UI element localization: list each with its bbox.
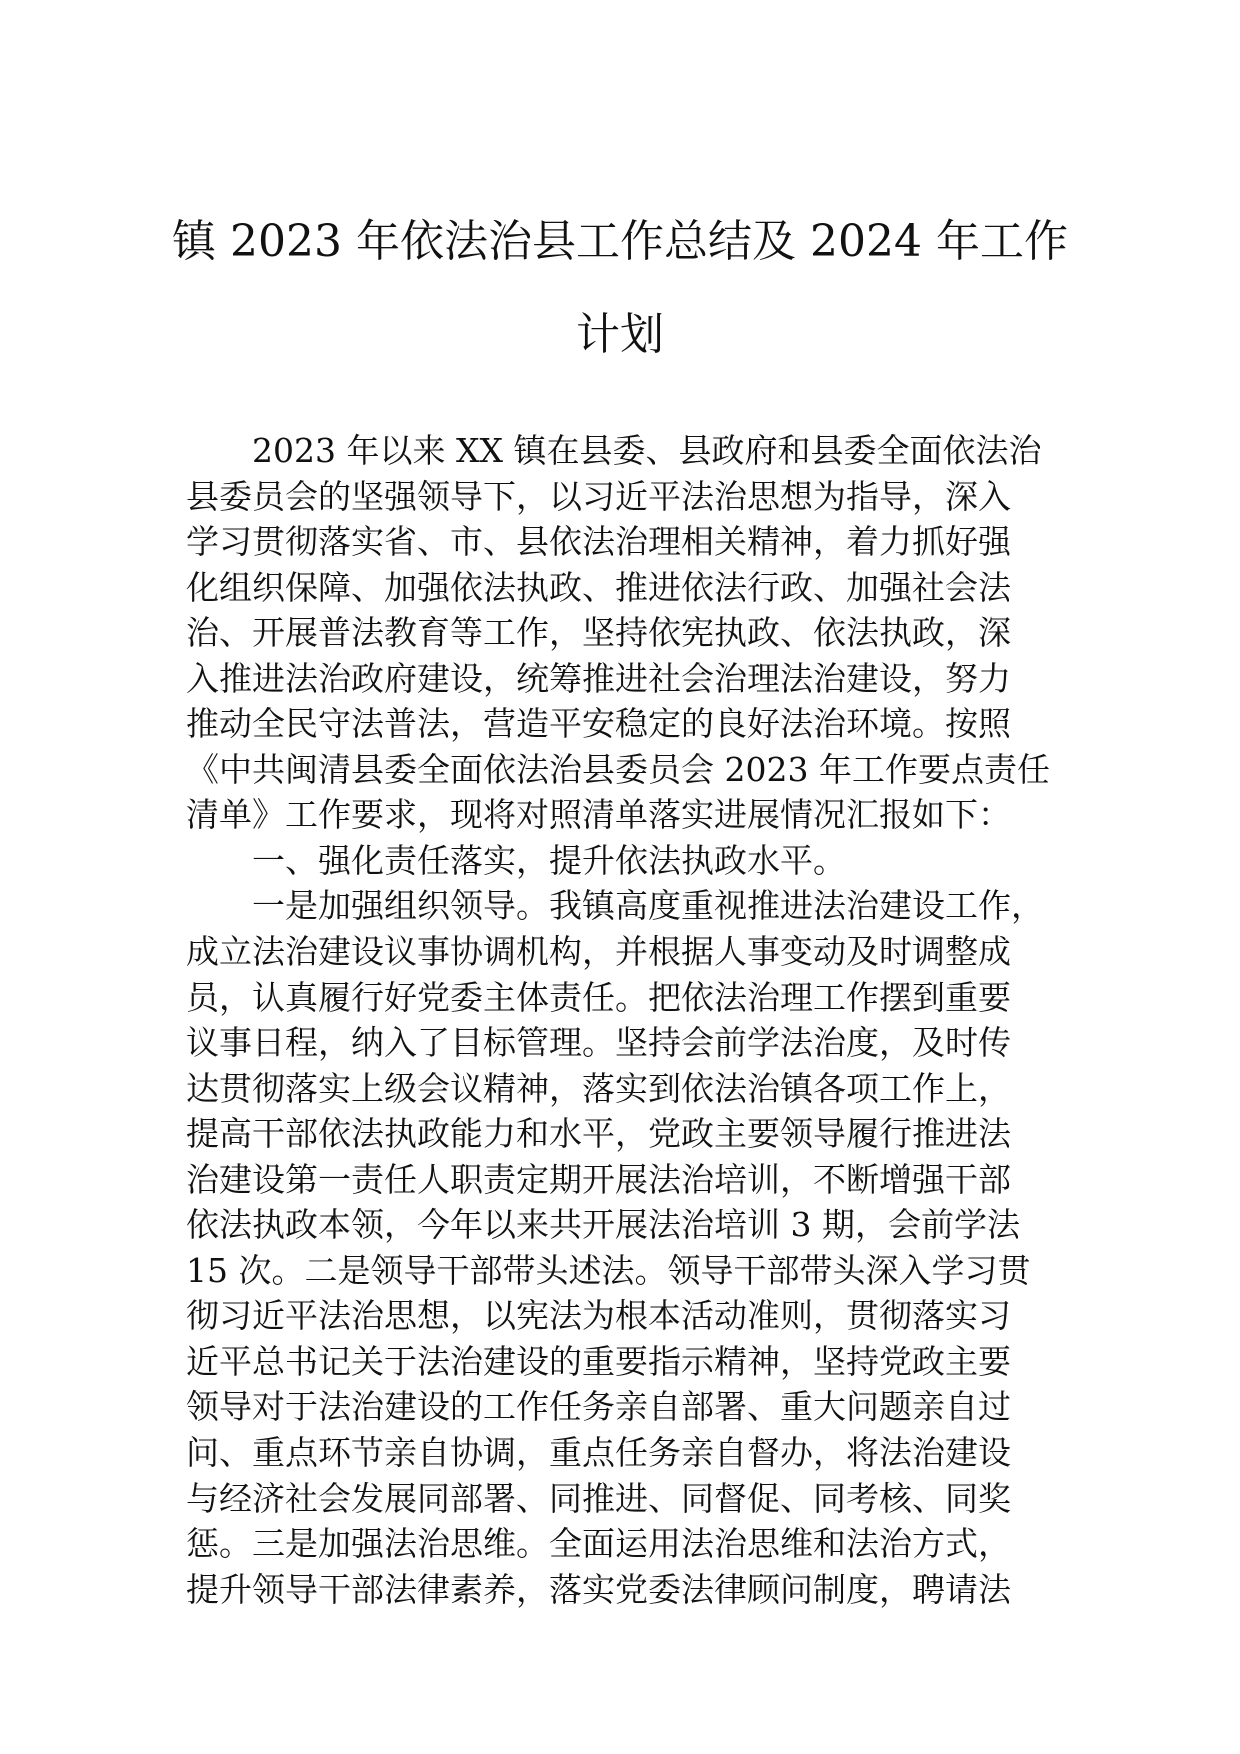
body-text-line: 与经济社会发展同部署、同推进、同督促、同考核、同奖: [186, 1478, 1011, 1518]
body-text-line: 15 次。二是领导干部带头述法。领导干部带头深入学习贯: [186, 1250, 1031, 1290]
section-heading: 一、强化责任落实，提升依法执政水平。: [252, 840, 846, 880]
body-text-line: 一是加强组织领导。我镇高度重视推进法治建设工作，: [252, 886, 1044, 926]
body-text-line: 治、开展普法教育等工作，坚持依宪执政、依法执政，深: [186, 613, 1011, 653]
body-text-line: 达贯彻落实上级会议精神，落实到依法治镇各项工作上，: [186, 1068, 1011, 1108]
body-text-line: 彻习近平法治思想，以宪法为根本活动准则，贯彻落实习: [186, 1296, 1011, 1336]
body-text-line: 治建设第一责任人职责定期开展法治培训，不断增强干部: [186, 1159, 1011, 1199]
body-text-line: 领导对于法治建设的工作任务亲自部署、重大问题亲自过: [186, 1387, 1011, 1427]
body-text-line: 依法执政本领，今年以来共开展法治培训 3 期，会前学法: [186, 1205, 1020, 1245]
body-text-line: 提高干部依法执政能力和水平，党政主要领导履行推进法: [186, 1114, 1011, 1154]
body-text-line: 推动全民守法普法，营造平安稳定的良好法治环境。按照: [186, 704, 1011, 744]
document-body: [186, 428, 1086, 1612]
body-text-line: 近平总书记关于法治建设的重要指示精神，坚持党政主要: [186, 1341, 1011, 1381]
body-text-line: 县委员会的坚强领导下，以习近平法治思想为指导，深入: [186, 476, 1011, 516]
body-text-line: 2023 年以来 XX 镇在县委、县政府和县委全面依法治: [252, 431, 1042, 470]
body-text-line: 清单》工作要求，现将对照清单落实进展情况汇报如下：: [186, 795, 1011, 835]
document-title-line-2: 计划: [576, 309, 664, 360]
body-text-line: 员，认真履行好党委主体责任。把依法治理工作摆到重要: [186, 977, 1011, 1017]
body-text-line: 入推进法治政府建设，统筹推进社会治理法治建设，努力: [186, 658, 1011, 698]
body-text-line: 学习贯彻落实省、市、县依法治理相关精神，着力抓好强: [186, 522, 1011, 562]
body-text-line: 提升领导干部法律素养，落实党委法律顾问制度，聘请法: [186, 1569, 1011, 1609]
body-text-line: 议事日程，纳入了目标管理。坚持会前学法治度，及时传: [186, 1023, 1011, 1063]
body-text-line: 成立法治建设议事协调机构，并根据人事变动及时调整成: [186, 932, 1011, 972]
body-text-line: 问、重点环节亲自协调，重点任务亲自督办，将法治建设: [186, 1433, 1011, 1473]
body-text-line: 化组织保障、加强依法执政、推进依法行政、加强社会法: [186, 567, 1011, 607]
document-title-line-1: 镇 2023 年依法治县工作总结及 2024 年工作: [172, 216, 1068, 267]
body-text-line: 《中共闽清县委全面依法治县委员会 2023 年工作要点责任: [186, 749, 1050, 789]
body-text-line: 惩。三是加强法治思维。全面运用法治思维和法治方式，: [186, 1524, 1011, 1564]
